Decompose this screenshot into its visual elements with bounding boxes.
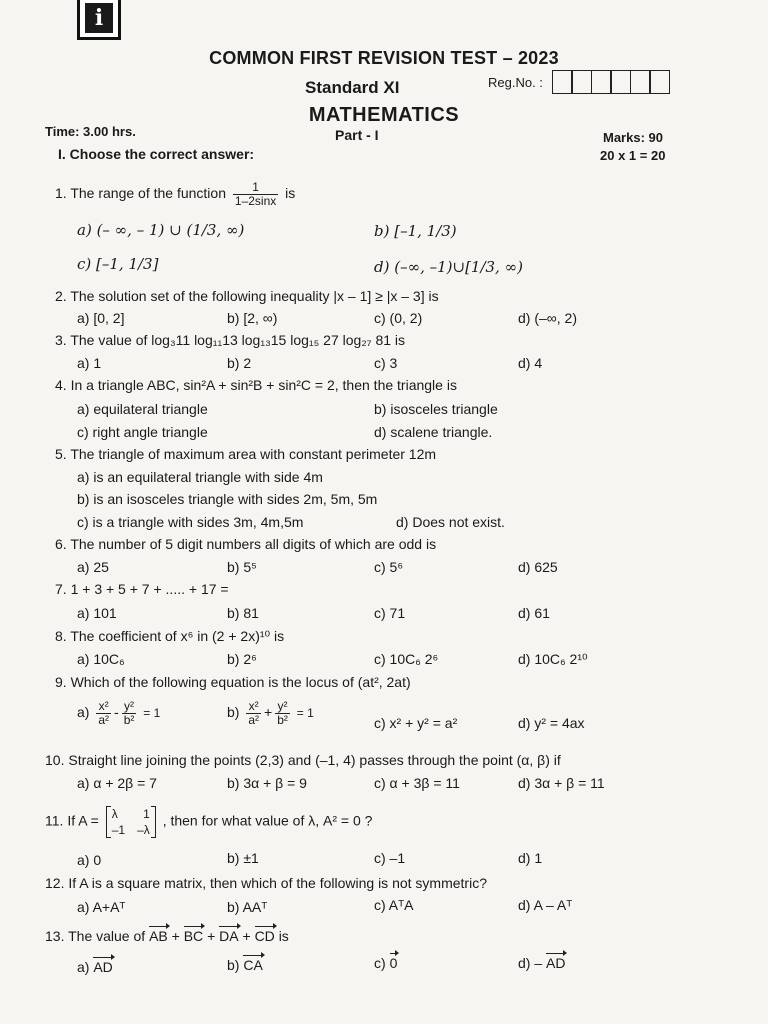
option-a[interactable]: a) 10C₆ (77, 651, 125, 667)
logo-badge (77, 0, 121, 40)
matrix-cell: λ (111, 807, 118, 821)
question-text: Which of the following equation is the locus of (at², 2at) (70, 674, 411, 690)
option-a[interactable]: a) 0 (77, 852, 102, 868)
option-a[interactable]: a) 25 (77, 559, 109, 575)
question-text: The value of (68, 928, 146, 944)
option-label: c) (374, 955, 386, 971)
option-a[interactable]: a) 1 (77, 355, 102, 371)
option-label: a) (77, 704, 90, 721)
question-4 (55, 377, 457, 393)
matrix-row (112, 806, 150, 822)
question-11 (45, 806, 372, 838)
option-a[interactable] (77, 700, 160, 727)
operator: - (114, 704, 119, 721)
question-number: 11. (45, 812, 64, 829)
question-6 (55, 536, 436, 552)
option-d[interactable]: d) scalene triangle. (374, 424, 493, 440)
fraction-numerator: x² (96, 700, 111, 714)
option-label: b) (227, 704, 240, 721)
plus-sign: + (171, 928, 180, 944)
question-number: 2. (55, 288, 67, 304)
section-heading: I. Choose the correct answer: (58, 146, 255, 162)
question-number: 4. (55, 377, 67, 393)
option-b[interactable]: b) 3α + β = 9 (227, 775, 307, 791)
option-label: d) (518, 955, 531, 971)
question-number: 5. (55, 446, 67, 462)
option-d[interactable]: d) 1 (518, 850, 543, 866)
question-number: 6. (55, 536, 67, 552)
question-text: The coefficient of x⁶ in (2 + 2x)¹⁰ is (70, 628, 285, 644)
option-b[interactable] (227, 700, 314, 727)
fraction-numerator: 1 (233, 181, 278, 195)
question-text: The number of 5 digit numbers all digits of which are odd is (70, 536, 437, 552)
option-c[interactable]: c) –1 (374, 850, 406, 866)
question-text: The value of log₃11 log₁₁13 log₁₃15 log₁₅ 27 log₂₇ 81 is (70, 332, 406, 348)
matrix-cell: –1 (111, 823, 126, 837)
option-d[interactable]: d) 4 (518, 355, 543, 371)
question-13 (45, 926, 289, 944)
equals-one: = 1 (143, 706, 161, 721)
option-a[interactable]: a) [0, 2] (77, 310, 125, 326)
regno-box[interactable] (630, 70, 651, 94)
standard-label: Standard XI (305, 78, 400, 97)
question-12 (45, 875, 487, 891)
question-number: 7. (55, 581, 67, 597)
question-text: The solution set of the following inequality |x – 1] ≥ |x – 3] is (70, 288, 439, 304)
option-a[interactable]: a) equilateral triangle (77, 401, 208, 417)
question-10 (45, 752, 561, 768)
regno-box[interactable] (552, 70, 573, 94)
equals-one: = 1 (296, 706, 314, 721)
option-b[interactable]: b) [2, ∞) (227, 310, 278, 326)
option-d[interactable]: d) y² = 4ax (518, 715, 585, 731)
question-text-end: , then for what value of λ, A² = 0 ? (162, 812, 373, 829)
regno-label: Reg.No. : (488, 75, 543, 90)
operator: + (264, 704, 273, 721)
option-c[interactable]: c) right angle triangle (77, 424, 208, 440)
option-d[interactable]: d) 3α + β = 11 (518, 775, 605, 791)
option-a[interactable]: a) α + 2β = 7 (77, 775, 157, 791)
option-b[interactable]: b) isosceles triangle (374, 401, 498, 417)
option-b[interactable]: b) 2 (227, 355, 252, 371)
option-d[interactable]: d) 625 (518, 559, 558, 575)
option-b[interactable] (227, 955, 263, 973)
fraction (275, 700, 290, 727)
question-text: In a triangle ABC, sin²A + sin²B + sin²C = 2, then the triangle is (70, 377, 457, 393)
vector-ab: AB (149, 928, 168, 944)
regno-boxes (553, 70, 670, 94)
question-text: The triangle of maximum area with constant perimeter 12m (70, 446, 437, 462)
question-number: 9. (55, 674, 67, 690)
fraction-numerator: y² (122, 700, 137, 714)
question-2 (55, 288, 439, 304)
regno-box[interactable] (610, 70, 631, 94)
question-number: 12. (45, 875, 65, 891)
part-label: Part - I (335, 127, 379, 143)
option-label: a) (77, 959, 90, 975)
option-d[interactable] (518, 953, 565, 971)
question-text: If A = (67, 812, 99, 829)
vector-ca: CA (243, 957, 263, 973)
question-1 (55, 181, 295, 208)
option-label: b) (227, 957, 240, 973)
question-number: 13. (45, 928, 65, 944)
marks-label: Marks: 90 (603, 130, 663, 145)
fraction-denominator: a² (248, 713, 260, 727)
option-d[interactable]: d) (–∞, 2) (518, 310, 577, 326)
option-b[interactable]: b) 81 (227, 605, 259, 621)
option-d[interactable]: d) (–∞, –1)∪[1/3, ∞) (374, 258, 523, 276)
option-d[interactable]: d) Does not exist. (396, 514, 505, 530)
fraction-denominator: 1–2sinx (234, 194, 277, 208)
matrix-cell: 1 (143, 807, 150, 821)
question-text: If A is a square matrix, then which of the following is not symmetric? (68, 875, 487, 891)
option-c[interactable]: c) 10C₆ 2⁶ (374, 651, 439, 667)
fraction (233, 181, 278, 208)
option-c[interactable]: c) x² + y² = a² (374, 715, 458, 731)
question-number: 1. (55, 185, 67, 202)
vector-da: DA (219, 928, 239, 944)
minus-sign: – (534, 955, 543, 971)
regno-box[interactable] (591, 70, 612, 94)
option-a[interactable]: a) is an equilateral triangle with side 4m (77, 469, 323, 485)
fraction-numerator: x² (246, 700, 261, 714)
question-text-end: is (278, 928, 289, 944)
question-8 (55, 628, 284, 645)
fraction (122, 700, 137, 727)
question-text: The range of the function (70, 185, 226, 202)
question-number: 10. (45, 752, 65, 768)
question-9 (55, 674, 411, 690)
vector-zero: 0 (389, 955, 398, 971)
fraction-denominator: a² (98, 713, 110, 727)
fraction (246, 700, 261, 727)
option-b[interactable]: b) [–1, 1/3) (374, 222, 457, 240)
fraction-denominator: b² (277, 713, 288, 727)
question-number: 3. (55, 332, 67, 348)
option-a[interactable]: a) 101 (77, 605, 117, 621)
option-b[interactable]: b) 5⁵ (227, 559, 257, 575)
option-c[interactable]: c) is a triangle with sides 3m, 4m,5m (77, 514, 304, 530)
option-c[interactable]: c) (0, 2) (374, 310, 423, 326)
option-b[interactable]: b) 2⁶ (227, 651, 257, 667)
option-b[interactable]: b) is an isosceles triangle with sides 2m, 5m, 5m (77, 491, 378, 507)
regno-box[interactable] (649, 70, 670, 94)
fraction-numerator: y² (275, 700, 290, 714)
question-7 (55, 581, 229, 597)
option-c[interactable]: c) 3 (374, 355, 398, 371)
option-b[interactable]: b) ±1 (227, 850, 259, 866)
exam-title: COMMON FIRST REVISION TEST – 2023 (209, 48, 559, 68)
option-b[interactable]: b) AAᵀ (227, 899, 268, 915)
option-c[interactable]: c) [–1, 1/3] (77, 255, 159, 273)
question-5 (55, 446, 436, 462)
plus-sign: + (242, 928, 251, 944)
time-label: Time: 3.00 hrs. (45, 124, 136, 139)
option-d[interactable]: d) 61 (518, 605, 550, 621)
plus-sign: + (207, 928, 216, 944)
fraction (96, 700, 111, 727)
vector-bc: BC (183, 928, 204, 944)
matrix (106, 806, 156, 838)
subject-title: MATHEMATICS (308, 104, 460, 126)
fraction-denominator: b² (123, 713, 135, 727)
vector-ad: AD (93, 959, 113, 975)
option-c[interactable] (374, 953, 397, 971)
question-number: 8. (55, 628, 67, 644)
option-c[interactable]: c) 71 (374, 605, 406, 621)
matrix-cell: –λ (137, 823, 150, 837)
option-c[interactable]: c) 5⁶ (374, 559, 404, 575)
question-3 (55, 332, 405, 348)
option-a[interactable] (77, 957, 113, 975)
logo-glyph: i (85, 3, 113, 33)
vector-ad: AD (546, 955, 566, 971)
question-text-end: is (285, 185, 296, 202)
question-text: 1 + 3 + 5 + 7 + ..... + 17 = (70, 581, 229, 597)
option-c[interactable]: c) α + 3β = 11 (374, 775, 460, 791)
option-c[interactable]: c) AᵀA (374, 897, 414, 913)
option-a[interactable]: a) A+Aᵀ (77, 899, 126, 915)
marks-formula: 20 x 1 = 20 (600, 148, 666, 163)
option-a[interactable]: a) (– ∞, – 1) ∪ (1/3, ∞) (77, 221, 245, 239)
matrix-row (112, 822, 150, 838)
question-text: Straight line joining the points (2,3) and (–1, 4) passes through the point (α, β) if (68, 752, 561, 768)
option-d[interactable]: d) 10C₆ 2¹⁰ (518, 651, 588, 667)
option-d[interactable]: d) A – Aᵀ (518, 897, 573, 913)
regno-box[interactable] (571, 70, 592, 94)
vector-cd: CD (254, 928, 275, 944)
